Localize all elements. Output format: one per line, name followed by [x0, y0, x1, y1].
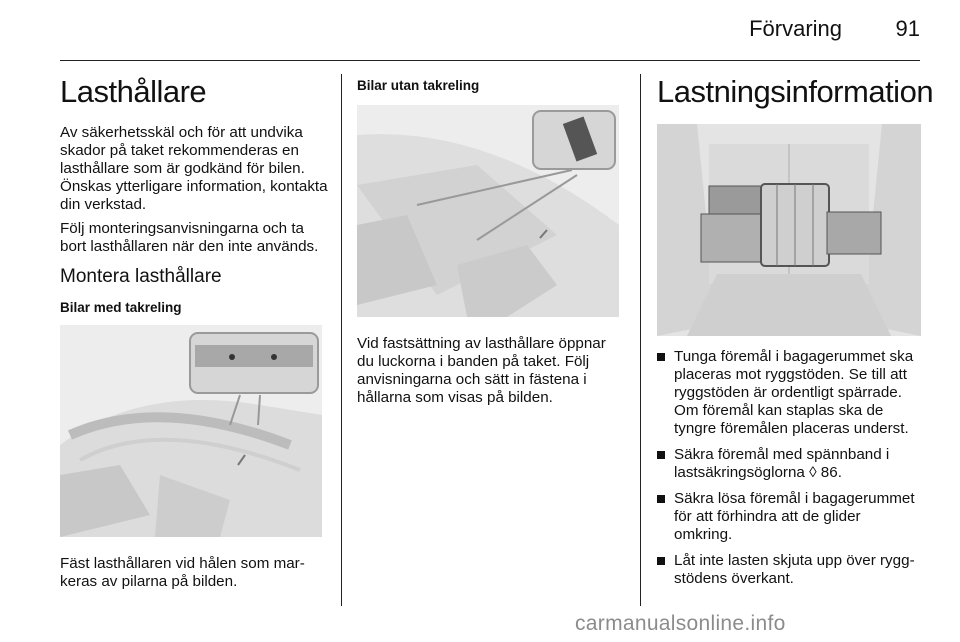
list-item: Tunga föremål i bagagerummet ska placeras mot ryggstöden. Se till att ryggstöden är ordentligt spärrade. Om föremål kan staplas ska de tyngre föremålen placeras underst.: [657, 348, 923, 438]
figure-caption: Vid fastsättning av lasthållare öppnar du luckorna i banden på taket. Följ anvisningarna och sätt in fästena i hållarna som visas på bilden.: [357, 335, 606, 406]
heading-loading-info: Lastningsinformation: [657, 74, 934, 109]
watermark: carmanualsonline.info: [575, 612, 786, 635]
figure-caption: Fäst lasthållaren vid hålen som markeras av pilarna på bilden.: [60, 555, 305, 590]
column-roof-rack: [60, 66, 328, 597]
column-divider: [341, 74, 342, 606]
heading-roof-rack: Lasthållare: [60, 74, 207, 109]
paragraph: Av säkerhetsskäl och för att undvika skador på taket rekommenderas en lasthållare som är godkänd för bilen. Önskas ytterligare information, kontakta din verkstad.: [60, 124, 328, 213]
figure-car-with-roof-rails: [60, 325, 322, 537]
subheading-mount: Montera lasthållare: [60, 266, 222, 287]
list-item: Låt inte lasten skjuta upp över ryggstödens överkant.: [657, 552, 923, 588]
column-loading-info: [657, 66, 934, 596]
list-item: Säkra lösa föremål i bagagerummet för att förhindra att de glider omkring.: [657, 490, 923, 544]
page-header: [0, 0, 960, 60]
label-with-rails: Bilar med takreling: [60, 300, 182, 315]
bullet-square-icon: [657, 353, 665, 361]
page-number: 91: [895, 16, 920, 41]
figure-luggage-compartment: [657, 124, 921, 336]
column-without-rails: [357, 66, 625, 413]
list-item: Säkra föremål med spännband i lastsäkringsöglorna ◊ 86.: [657, 446, 923, 482]
bullet-square-icon: [657, 451, 665, 459]
paragraph: Följ monteringsanvisningarna och ta bort lasthållaren när den inte används.: [60, 220, 319, 255]
figure-car-without-roof-rails: [357, 105, 619, 317]
loading-tips-list: [657, 348, 923, 588]
header-rule: [60, 60, 920, 61]
section-title: Förvaring: [749, 16, 842, 41]
bullet-square-icon: [657, 557, 665, 565]
bullet-square-icon: [657, 495, 665, 503]
column-divider: [640, 74, 641, 606]
label-without-rails: Bilar utan takreling: [357, 78, 480, 93]
